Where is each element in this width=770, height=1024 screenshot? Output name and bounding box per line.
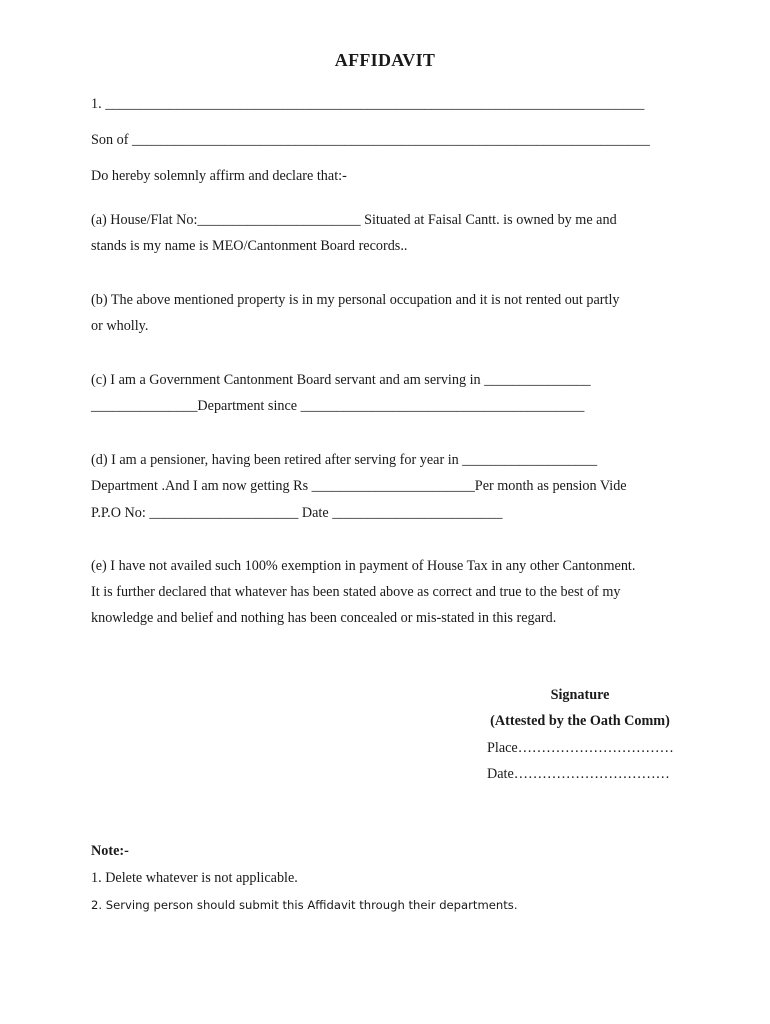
note-item-1: 1. Delete whatever is not applicable. xyxy=(91,870,298,886)
clause-a-line-2: stands is my name is MEO/Cantonment Board records.. xyxy=(91,238,408,254)
clause-d-line-1: (d) I am a pensioner, having been retired after serving for year in ___________________ xyxy=(91,452,598,468)
place-line: Place…………………………… xyxy=(487,740,674,756)
document-title: AFFIDAVIT xyxy=(334,50,436,70)
clause-e-line-3: knowledge and belief and nothing has been concealed or mis-stated in this regard. xyxy=(91,610,557,626)
clause-c-line-1: (c) I am a Government Cantonment Board servant and am serving in _______________ xyxy=(91,372,591,388)
clause-e-line-2: It is further declared that whatever has been stated above as correct and true to the best of my xyxy=(91,584,621,600)
deponent-name-line: 1. ____________________________________________________________________________ xyxy=(91,96,645,112)
clause-c-line-2: _______________Department since ________________________________________ xyxy=(91,398,585,414)
note-item-2: 2. Serving person should submit this Affidavit through their departments. xyxy=(91,898,518,912)
attested-label: (Attested by the Oath Comm) xyxy=(490,713,670,729)
signature-label: Signature xyxy=(550,687,610,703)
clause-b-line-1: (b) The above mentioned property is in my personal occupation and it is not rented out partly xyxy=(91,292,620,308)
declaration-intro: Do hereby solemnly affirm and declare that:- xyxy=(91,168,347,184)
note-heading: Note:- xyxy=(91,843,129,859)
clause-a-line-1: (a) House/Flat No:_______________________ Situated at Faisal Cantt. is owned by me and xyxy=(91,212,617,228)
son-of-line: Son of _________________________________________________________________________ xyxy=(91,132,650,148)
date-line: Date…………………………… xyxy=(487,766,670,782)
clause-e-line-1: (e) I have not availed such 100% exemption in payment of House Tax in any other Cantonment. xyxy=(91,558,636,574)
clause-b-line-2: or wholly. xyxy=(91,318,149,334)
clause-d-line-3: P.P.O No: _____________________ Date ________________________ xyxy=(91,505,503,521)
clause-d-line-2: Department .And I am now getting Rs _______________________Per month as pension Vide xyxy=(91,478,627,494)
